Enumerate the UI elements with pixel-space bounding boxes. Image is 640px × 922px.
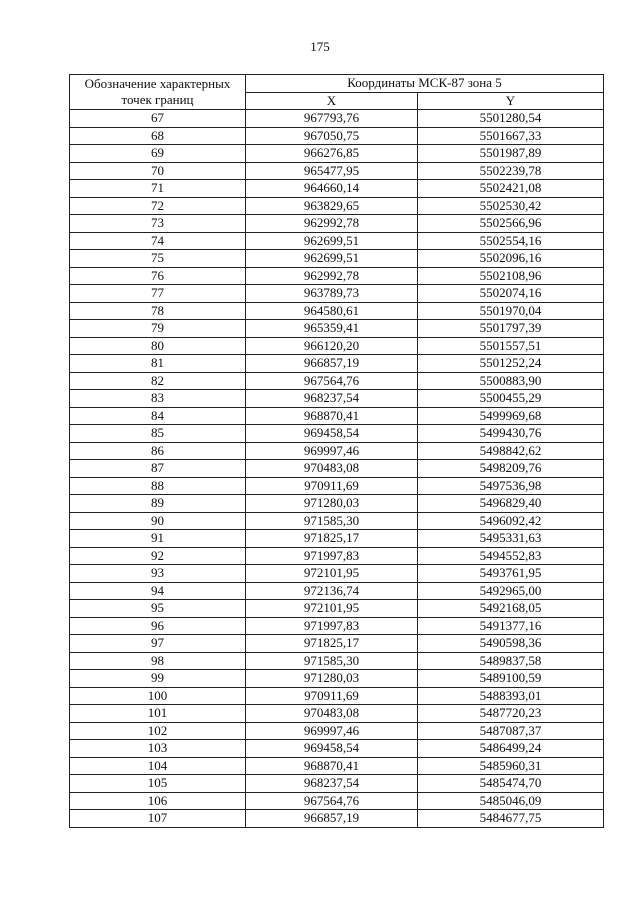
x-cell: 969997,46 — [246, 722, 418, 740]
point-cell: 78 — [70, 302, 246, 320]
x-cell: 968870,41 — [246, 757, 418, 775]
table-row — [70, 617, 604, 635]
x-cell: 964580,61 — [246, 302, 418, 320]
table-row — [70, 495, 604, 513]
x-cell: 967564,76 — [246, 372, 418, 390]
point-cell: 93 — [70, 565, 246, 583]
y-cell: 5502421,08 — [418, 180, 604, 198]
y-cell: 5496829,40 — [418, 495, 604, 513]
y-cell: 5487720,23 — [418, 705, 604, 723]
point-cell: 71 — [70, 180, 246, 198]
x-cell: 971825,17 — [246, 635, 418, 653]
point-column-header: Обозначение характерных точек границ — [70, 75, 246, 110]
x-cell: 967564,76 — [246, 792, 418, 810]
point-cell: 94 — [70, 582, 246, 600]
y-cell: 5501280,54 — [418, 110, 604, 128]
x-cell: 967793,76 — [246, 110, 418, 128]
y-cell: 5498209,76 — [418, 460, 604, 478]
coordinates-body — [70, 110, 604, 828]
y-column-header: Y — [418, 92, 604, 110]
x-cell: 964660,14 — [246, 180, 418, 198]
point-cell: 102 — [70, 722, 246, 740]
table-row — [70, 285, 604, 303]
page-number: 175 — [310, 39, 330, 54]
point-cell: 79 — [70, 320, 246, 338]
point-cell: 84 — [70, 407, 246, 425]
y-cell: 5484677,75 — [418, 810, 604, 828]
x-cell: 966857,19 — [246, 810, 418, 828]
y-cell: 5502566,96 — [418, 215, 604, 233]
y-cell: 5495331,63 — [418, 530, 604, 548]
table-row — [70, 355, 604, 373]
table-row — [70, 197, 604, 215]
table-row — [70, 740, 604, 758]
point-cell: 77 — [70, 285, 246, 303]
x-cell: 965359,41 — [246, 320, 418, 338]
table-row — [70, 425, 604, 443]
y-cell: 5499969,68 — [418, 407, 604, 425]
table-row — [70, 180, 604, 198]
table-row — [70, 775, 604, 793]
point-cell: 75 — [70, 250, 246, 268]
x-cell: 963789,73 — [246, 285, 418, 303]
point-cell: 86 — [70, 442, 246, 460]
x-cell: 971280,03 — [246, 670, 418, 688]
point-cell: 92 — [70, 547, 246, 565]
point-cell: 68 — [70, 127, 246, 145]
table-row — [70, 530, 604, 548]
x-cell: 968237,54 — [246, 775, 418, 793]
y-cell: 5488393,01 — [418, 687, 604, 705]
x-cell: 963829,65 — [246, 197, 418, 215]
table-row — [70, 600, 604, 618]
y-cell: 5502074,16 — [418, 285, 604, 303]
table-row — [70, 145, 604, 163]
point-cell: 74 — [70, 232, 246, 250]
table-row — [70, 407, 604, 425]
y-cell: 5502108,96 — [418, 267, 604, 285]
y-cell: 5485474,70 — [418, 775, 604, 793]
point-cell: 106 — [70, 792, 246, 810]
table-row — [70, 687, 604, 705]
point-cell: 87 — [70, 460, 246, 478]
y-cell: 5501970,04 — [418, 302, 604, 320]
y-cell: 5501987,89 — [418, 145, 604, 163]
point-cell: 91 — [70, 530, 246, 548]
x-cell: 966120,20 — [246, 337, 418, 355]
y-cell: 5493761,95 — [418, 565, 604, 583]
x-column-header: X — [246, 92, 418, 110]
point-cell: 99 — [70, 670, 246, 688]
table-row — [70, 565, 604, 583]
table-row — [70, 127, 604, 145]
table-row — [70, 110, 604, 128]
y-cell: 5501667,33 — [418, 127, 604, 145]
table-row — [70, 512, 604, 530]
x-cell: 966276,85 — [246, 145, 418, 163]
table-row — [70, 460, 604, 478]
table-row — [70, 757, 604, 775]
point-cell: 72 — [70, 197, 246, 215]
table-row — [70, 372, 604, 390]
table-row — [70, 302, 604, 320]
point-cell: 82 — [70, 372, 246, 390]
point-cell: 97 — [70, 635, 246, 653]
x-cell: 972101,95 — [246, 600, 418, 618]
x-cell: 962699,51 — [246, 232, 418, 250]
table-row — [70, 232, 604, 250]
y-cell: 5502530,42 — [418, 197, 604, 215]
point-cell: 76 — [70, 267, 246, 285]
x-cell: 972136,74 — [246, 582, 418, 600]
x-cell: 962699,51 — [246, 250, 418, 268]
table-row — [70, 547, 604, 565]
y-cell: 5489837,58 — [418, 652, 604, 670]
y-cell: 5499430,76 — [418, 425, 604, 443]
x-cell: 965477,95 — [246, 162, 418, 180]
table-row — [70, 442, 604, 460]
table-row — [70, 477, 604, 495]
point-cell: 73 — [70, 215, 246, 233]
table-row — [70, 267, 604, 285]
x-cell: 970911,69 — [246, 687, 418, 705]
table-row — [70, 670, 604, 688]
y-cell: 5501797,39 — [418, 320, 604, 338]
y-cell: 5492168,05 — [418, 600, 604, 618]
point-cell: 96 — [70, 617, 246, 635]
point-cell: 81 — [70, 355, 246, 373]
point-cell: 69 — [70, 145, 246, 163]
table-row — [70, 792, 604, 810]
y-cell: 5489100,59 — [418, 670, 604, 688]
point-cell: 89 — [70, 495, 246, 513]
y-cell: 5491377,16 — [418, 617, 604, 635]
table-row — [70, 652, 604, 670]
point-cell: 95 — [70, 600, 246, 618]
y-cell: 5502554,16 — [418, 232, 604, 250]
y-cell: 5500883,90 — [418, 372, 604, 390]
x-cell: 962992,78 — [246, 267, 418, 285]
y-cell: 5490598,36 — [418, 635, 604, 653]
table-row — [70, 582, 604, 600]
y-cell: 5501557,51 — [418, 337, 604, 355]
x-cell: 969997,46 — [246, 442, 418, 460]
x-cell: 969458,54 — [246, 740, 418, 758]
y-cell: 5485960,31 — [418, 757, 604, 775]
y-cell: 5500455,29 — [418, 390, 604, 408]
y-cell: 5501252,24 — [418, 355, 604, 373]
y-cell: 5502096,16 — [418, 250, 604, 268]
y-cell: 5486499,24 — [418, 740, 604, 758]
x-cell: 970483,08 — [246, 460, 418, 478]
x-cell: 968870,41 — [246, 407, 418, 425]
point-cell: 104 — [70, 757, 246, 775]
coordinates-table — [69, 74, 604, 828]
table-row — [70, 705, 604, 723]
x-cell: 971280,03 — [246, 495, 418, 513]
point-cell: 103 — [70, 740, 246, 758]
table-row — [70, 390, 604, 408]
table-row — [70, 810, 604, 828]
x-cell: 966857,19 — [246, 355, 418, 373]
x-cell: 971825,17 — [246, 530, 418, 548]
x-cell: 962992,78 — [246, 215, 418, 233]
y-cell: 5485046,09 — [418, 792, 604, 810]
table-row — [70, 250, 604, 268]
table-row — [70, 722, 604, 740]
x-cell: 972101,95 — [246, 565, 418, 583]
x-cell: 971997,83 — [246, 547, 418, 565]
point-cell: 100 — [70, 687, 246, 705]
table-row — [70, 320, 604, 338]
y-cell: 5498842,62 — [418, 442, 604, 460]
point-cell: 88 — [70, 477, 246, 495]
y-cell: 5494552,83 — [418, 547, 604, 565]
point-cell: 67 — [70, 110, 246, 128]
point-cell: 83 — [70, 390, 246, 408]
y-cell: 5497536,98 — [418, 477, 604, 495]
y-cell: 5502239,78 — [418, 162, 604, 180]
y-cell: 5487087,37 — [418, 722, 604, 740]
x-cell: 971585,30 — [246, 512, 418, 530]
point-cell: 70 — [70, 162, 246, 180]
x-cell: 967050,75 — [246, 127, 418, 145]
coordinates-header: Координаты МСК-87 зона 5 — [246, 75, 604, 93]
point-cell: 90 — [70, 512, 246, 530]
table-row — [70, 635, 604, 653]
point-cell: 105 — [70, 775, 246, 793]
point-cell: 101 — [70, 705, 246, 723]
point-cell: 80 — [70, 337, 246, 355]
x-cell: 969458,54 — [246, 425, 418, 443]
y-cell: 5496092,42 — [418, 512, 604, 530]
table-row — [70, 162, 604, 180]
point-cell: 107 — [70, 810, 246, 828]
x-cell: 968237,54 — [246, 390, 418, 408]
y-cell: 5492965,00 — [418, 582, 604, 600]
x-cell: 971997,83 — [246, 617, 418, 635]
point-cell: 85 — [70, 425, 246, 443]
x-cell: 971585,30 — [246, 652, 418, 670]
point-cell: 98 — [70, 652, 246, 670]
table-row — [70, 337, 604, 355]
x-cell: 970483,08 — [246, 705, 418, 723]
table-row — [70, 215, 604, 233]
x-cell: 970911,69 — [246, 477, 418, 495]
